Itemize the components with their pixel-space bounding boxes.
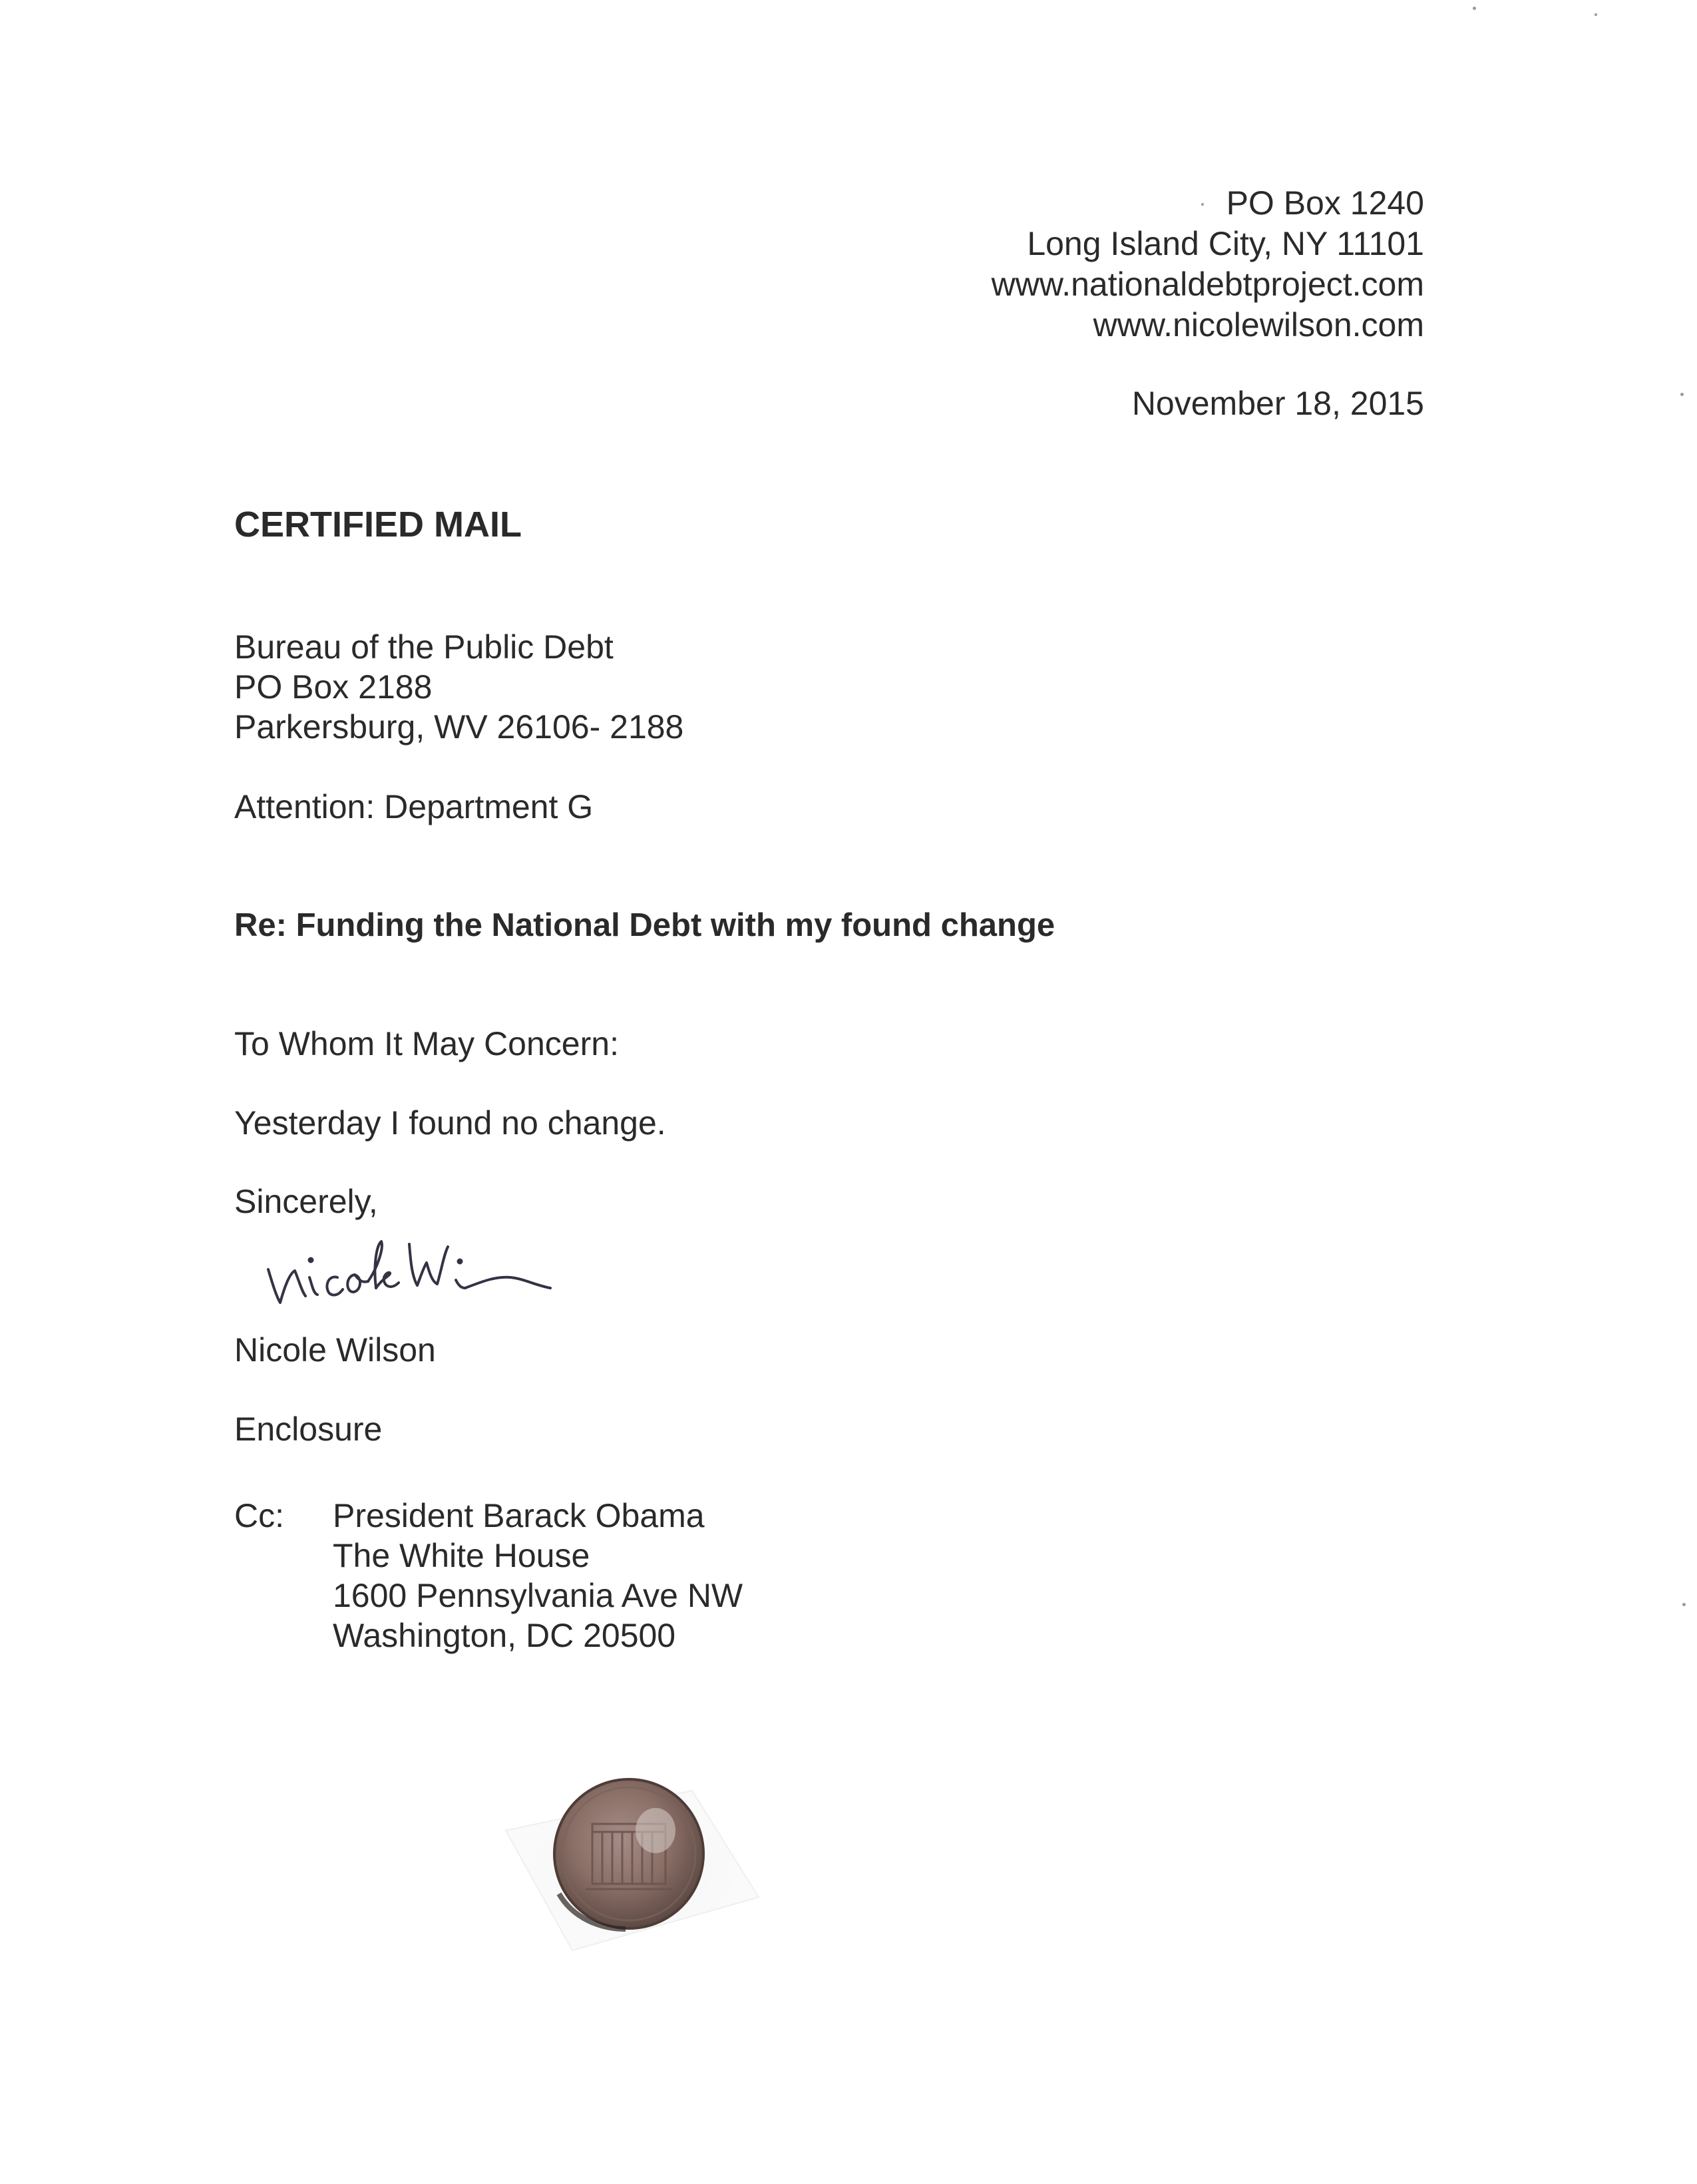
scan-speck: [1201, 203, 1204, 206]
scan-speck: [1473, 7, 1476, 10]
enclosure-note: Enclosure: [234, 1411, 383, 1448]
cc-organization: The White House: [333, 1537, 590, 1574]
sender-website-1: www.nationaldebtproject.com: [991, 266, 1424, 303]
scan-speck: [1682, 1603, 1686, 1606]
sender-city: Long Island City, NY 11101: [1027, 225, 1424, 262]
sender-po-box: PO Box 1240: [1226, 184, 1424, 222]
sender-website-2: www.nicolewilson.com: [1093, 306, 1424, 343]
recipient-name: Bureau of the Public Debt: [234, 628, 614, 666]
attention-line: Attention: Department G: [234, 788, 594, 825]
recipient-po-box: PO Box 2188: [234, 668, 433, 706]
mail-type-heading: CERTIFIED MAIL: [234, 505, 522, 545]
cc-name: President Barack Obama: [333, 1497, 705, 1534]
closing: Sincerely,: [234, 1183, 378, 1220]
enclosed-coin: [492, 1751, 772, 1964]
signer-name: Nicole Wilson: [234, 1331, 436, 1369]
cc-address: [333, 1496, 743, 1655]
recipient-city: Parkersburg, WV 26106- 2188: [234, 708, 684, 746]
signature: [263, 1221, 622, 1321]
coin-face: [554, 1779, 703, 1928]
sender-address: [992, 183, 1424, 345]
letter-body: Yesterday I found no change.: [234, 1104, 666, 1142]
letter-date: November 18, 2015: [1131, 385, 1424, 422]
cc-label: Cc:: [234, 1497, 284, 1534]
recipient-address: [234, 627, 683, 747]
subject-line: Re: Funding the National Debt with my found change: [234, 907, 1055, 943]
cc-street: 1600 Pennsylvania Ave NW: [333, 1577, 743, 1614]
cc-city: Washington, DC 20500: [333, 1617, 676, 1654]
scan-speck: [1595, 13, 1597, 16]
scan-speck: [1680, 393, 1684, 396]
salutation: To Whom It May Concern:: [234, 1025, 619, 1062]
